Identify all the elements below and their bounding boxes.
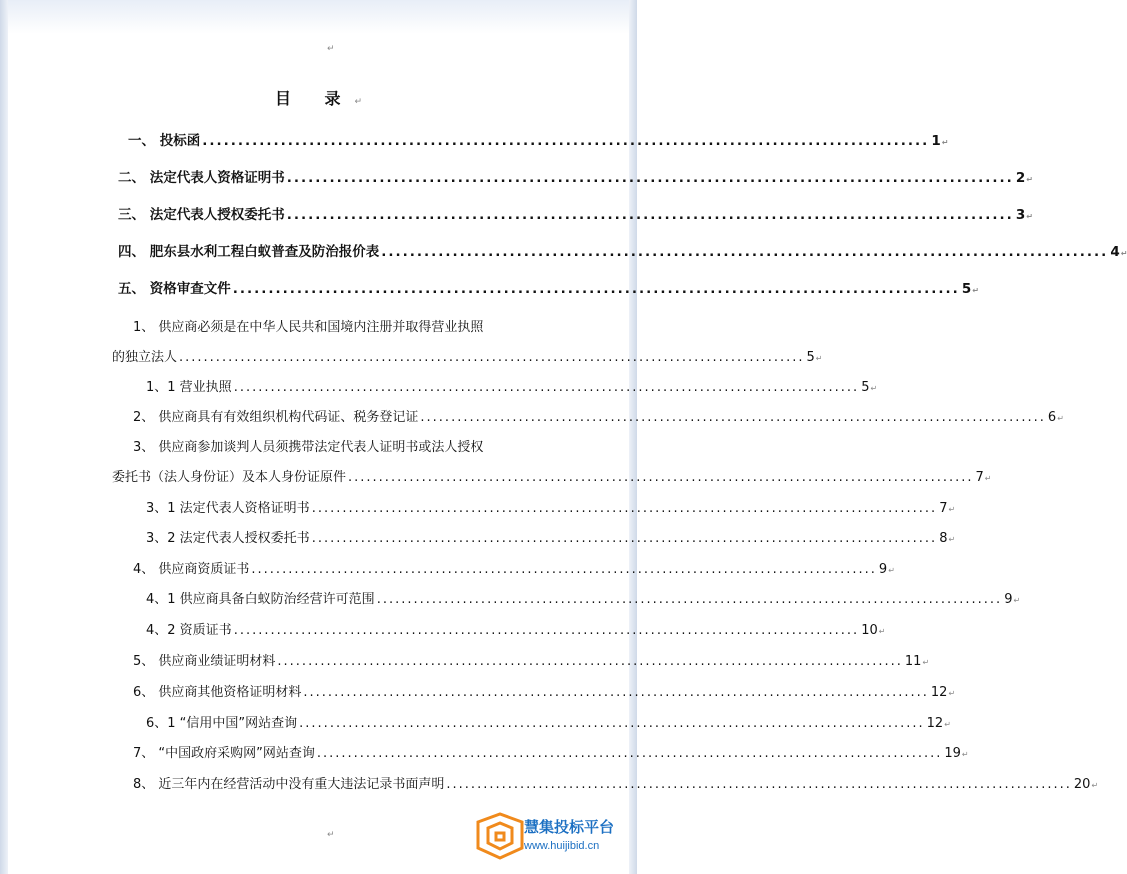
toc-entry-label: 一、 投标函 [128,133,201,149]
toc-entry-label: 五、 资格审查文件 [118,281,231,297]
toc-entry-label: 5、 供应商业绩证明材料 [133,654,276,669]
paragraph-mark-icon: ↵ [327,44,335,54]
toc-leader-dots: ...................................................................................................... [420,410,1046,425]
toc-entry-label: 4、2 资质证书 [146,623,232,638]
toc-leader-dots: ...................................................................................................... [286,207,1014,223]
toc-entry-page: 5 [961,281,972,297]
toc-entry-page: 12 [926,716,944,731]
toc-leader-dots: ...................................................................................................... [348,470,974,485]
toc-sub-entry-6[interactable] [133,681,956,700]
paragraph-mark-icon: ↵ [870,384,878,393]
paragraph-mark-icon: ↵ [948,535,956,544]
toc-entry-page: 4 [1110,244,1120,260]
toc-entry-page: 1 [931,133,941,149]
page-top-shadow [8,0,629,34]
toc-leader-dots: ...................................................................................................... [446,777,1072,792]
toc-entry-2[interactable] [118,166,1033,186]
toc-entry-page: 19 [944,746,961,761]
toc-entry-label: 6、1 “信用中国”网站查询 [146,716,298,731]
page-edge-right [629,0,637,874]
toc-entry-page: 9 [878,562,888,577]
toc-sub-entry-1-1[interactable] [146,376,878,395]
toc-entry-label: 的独立法人 [112,350,178,365]
toc-entry-3[interactable] [118,203,1033,223]
paragraph-mark-icon: ↵ [922,658,930,667]
toc-sub-entry-1[interactable] [112,346,823,365]
toc-entry-page: 7 [975,470,984,485]
toc-sub-entry-4[interactable] [133,558,895,577]
paragraph-mark-icon: ↵ [944,720,951,729]
paragraph-mark-icon: ↵ [984,474,992,483]
toc-leader-dots: ...................................................................................................... [286,170,1014,186]
toc-leader-dots: ...................................................................................................... [202,133,930,149]
toc-entry-page: 20 [1073,777,1091,792]
toc-entry-4[interactable] [118,240,1127,260]
toc-entry-page: 7 [939,501,948,516]
paragraph-mark-icon: ↵ [878,627,886,636]
paragraph-mark-icon: ↵ [948,505,956,514]
toc-leader-dots: ...................................................................................................... [299,716,925,731]
toc-leader-dots: ...................................................................................................... [381,244,1109,260]
toc-sub-entry-3[interactable] [112,466,992,485]
toc-entry-label: 8、 近三年内在经营活动中没有重大违法记录书面声明 [133,777,445,792]
toc-leader-dots: ...................................................................................................... [376,592,1003,607]
paragraph-mark-icon: ↵ [1026,212,1033,221]
paragraph-mark-icon: ↵ [888,566,895,575]
toc-entry-1[interactable] [128,129,949,149]
paragraph-mark-icon: ↵ [1120,249,1127,258]
toc-entry-page: 5 [861,380,870,395]
toc-entry-label: 3、2 法定代表人授权委托书 [146,531,310,546]
toc-leader-dots: ...................................................................................................... [233,380,860,395]
toc-entry-page: 6 [1047,410,1057,425]
toc-sub-entry-4-1[interactable] [146,588,1021,607]
toc-leader-dots: ...................................................................................................... [232,281,960,297]
paragraph-mark-icon: ↵ [1091,781,1099,790]
paragraph-mark-icon: ↵ [961,750,969,759]
toc-leader-dots: ...................................................................................................... [251,562,877,577]
toc-entry-label: 4、 供应商资质证书 [133,562,250,577]
toc-entry-label: 3、1 法定代表人资格证明书 [146,501,310,516]
toc-sub-entry-1-line1[interactable]: 1、 供应商必须是在中华人民共和国境内注册并取得营业执照 [133,320,484,335]
toc-leader-dots: ...................................................................................................... [303,685,929,700]
watermark-url: www.huijibid.cn [524,840,600,852]
toc-sub-entry-3-line1[interactable]: 3、 供应商参加谈判人员须携带法定代表人证明书或法人授权 [133,440,484,455]
toc-entry-label: 三、 法定代表人授权委托书 [118,207,285,223]
toc-entry-page: 10 [861,623,878,638]
toc-leader-dots: ...................................................................................................... [311,501,938,516]
toc-entry-label: 四、 肥东县水利工程白蚁普查及防治报价表 [118,244,380,260]
toc-entry-page: 9 [1004,592,1013,607]
toc-leader-dots: ...................................................................................................... [311,531,938,546]
toc-entry-page: 12 [930,685,948,700]
toc-entry-5[interactable] [118,277,979,297]
toc-entry-label: 二、 法定代表人资格证明书 [118,170,285,186]
page-edge-left [0,0,8,874]
toc-entry-page: 11 [904,654,922,669]
title-text: 目 录 [274,89,355,108]
toc-sub-entry-6-1[interactable] [146,712,951,731]
page-title [0,86,637,109]
toc-sub-entry-4-2[interactable] [146,619,886,638]
toc-entry-label: 4、1 供应商具备白蚁防治经营许可范围 [146,592,375,607]
paragraph-mark-icon: ↵ [327,830,335,840]
paragraph-mark-icon: ↵ [941,138,949,147]
toc-entry-page: 2 [1015,170,1026,186]
toc-sub-entry-5[interactable] [133,650,930,669]
toc-leader-dots: ...................................................................................................... [277,654,903,669]
toc-entry-page: 5 [806,350,815,365]
paragraph-mark-icon: ↵ [972,286,979,295]
toc-sub-entry-3-2[interactable] [146,527,956,546]
toc-entry-label: 1、1 营业执照 [146,380,232,395]
watermark-brand-name: 慧集投标平台 [524,819,615,836]
toc-entry-label: 委托书（法人身份证）及本人身份证原件 [112,470,347,485]
toc-entry-page: 3 [1015,207,1026,223]
toc-entry-label: 7、 “中国政府采购网”网站查询 [133,746,315,761]
toc-sub-entry-3-1[interactable] [146,497,956,516]
toc-sub-entry-8[interactable] [133,773,1099,792]
paragraph-mark-icon: ↵ [354,97,363,107]
paragraph-mark-icon: ↵ [1013,596,1021,605]
toc-sub-entry-7[interactable] [133,742,969,761]
toc-leader-dots: ...................................................................................................... [316,746,943,761]
toc-sub-entry-2[interactable] [133,406,1064,425]
paragraph-mark-icon: ↵ [815,354,823,363]
paragraph-mark-icon: ↵ [1026,175,1033,184]
paragraph-mark-icon: ↵ [1057,414,1064,423]
toc-entry-label: 2、 供应商具有有效组织机构代码证、税务登记证 [133,410,419,425]
toc-entry-page: 8 [939,531,948,546]
toc-leader-dots: ...................................................................................................... [233,623,860,638]
toc-entry-label: 6、 供应商其他资格证明材料 [133,685,302,700]
paragraph-mark-icon: ↵ [948,689,956,698]
toc-leader-dots: ...................................................................................................... [179,350,805,365]
